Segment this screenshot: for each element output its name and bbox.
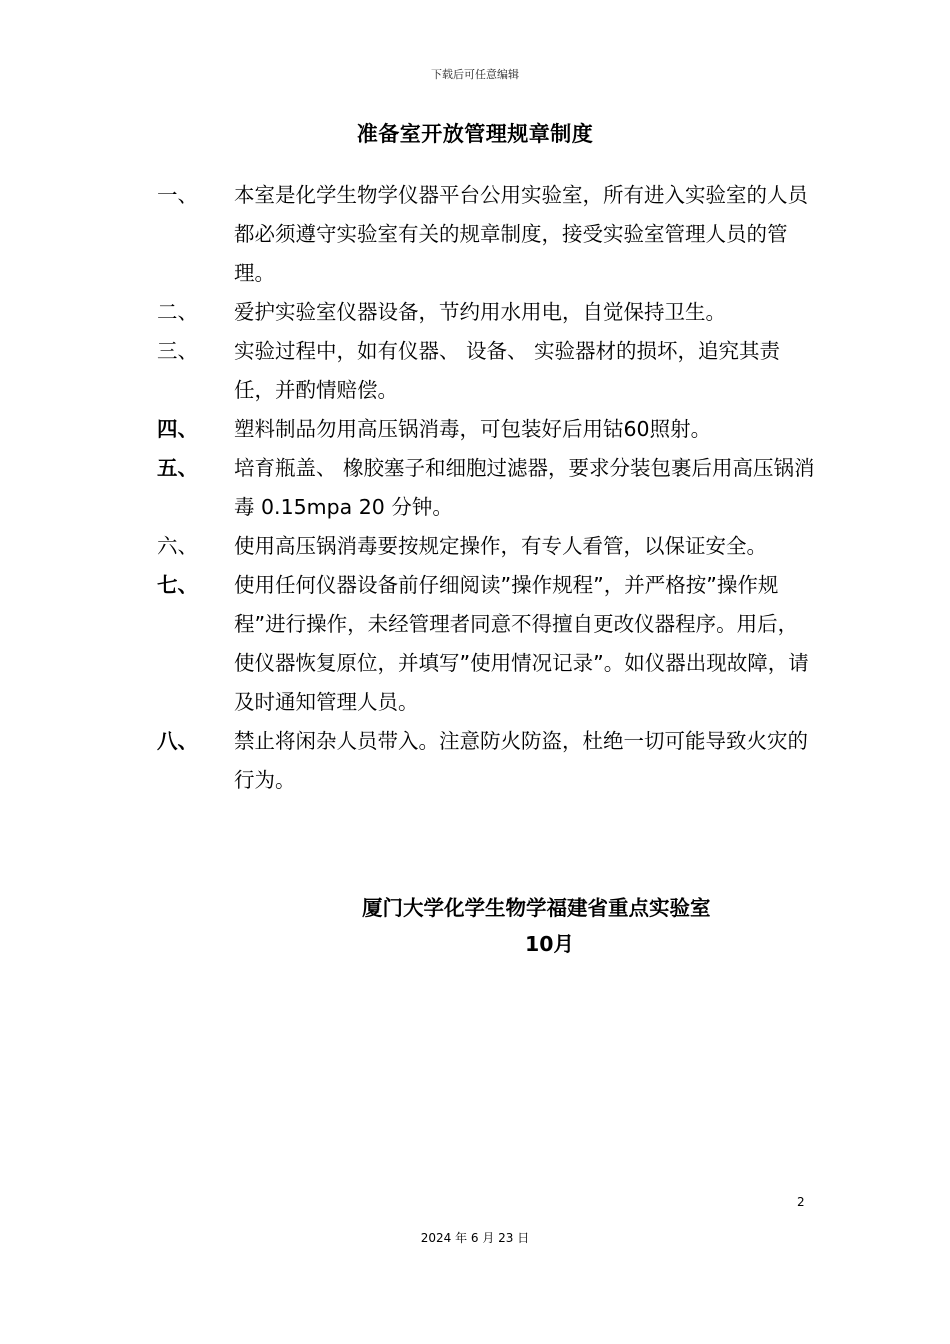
rule-item bbox=[157, 293, 817, 332]
rule-item bbox=[157, 410, 817, 449]
rule-text: 本室是化学生物学仪器平台公用实验室，所有进入实验室的人员都必须遵守实验室有关的规章制度，接受实验室管理人员的管理。 bbox=[234, 183, 808, 285]
rule-item bbox=[157, 332, 817, 410]
rule-text: 使用任何仪器设备前仔细阅读”操作规程”，并严格按”操作规程”进行操作，未经管理者同意不得擅自更改仪器程序。用后，使仪器恢复原位，并填写”使用情况记录”。如仪器出现故障，请及时通知管理人员。 bbox=[234, 573, 809, 714]
rules-list bbox=[157, 176, 817, 800]
rule-text: 使用高压锅消毒要按规定操作，有专人看管，以保证安全。 bbox=[234, 534, 767, 558]
rule-number: 六、 bbox=[157, 534, 198, 558]
signature-date: 10月 bbox=[525, 932, 575, 956]
rule-number: 二、 bbox=[157, 300, 198, 324]
header-note: 下载后可任意编辑 bbox=[431, 68, 519, 81]
rule-text: 塑料制品勿用高压锅消毒，可包装好后用钴60照射。 bbox=[234, 417, 712, 441]
rule-item bbox=[157, 449, 817, 527]
rule-item bbox=[157, 527, 817, 566]
rule-item bbox=[157, 176, 817, 293]
rule-item bbox=[157, 566, 817, 722]
rule-number: 三、 bbox=[157, 339, 198, 363]
rule-number: 八、 bbox=[157, 729, 198, 753]
rule-text: 爱护实验室仪器设备，节约用水用电，自觉保持卫生。 bbox=[234, 300, 726, 324]
footer-date: 2024 年 6 月 23 日 bbox=[420, 1231, 530, 1245]
rule-number: 七、 bbox=[157, 573, 198, 597]
document-title: 准备室开放管理规章制度 bbox=[356, 122, 594, 146]
rule-text: 实验过程中，如有仪器、 设备、 实验器材的损坏，追究其责任，并酌情赔偿。 bbox=[234, 339, 781, 402]
rule-number: 一、 bbox=[157, 183, 198, 207]
rule-number: 四、 bbox=[157, 417, 198, 441]
rule-text: 培育瓶盖、 橡胶塞子和细胞过滤器，要求分装包裹后用高压锅消毒 0.15mpa 20 分钟。 bbox=[234, 456, 815, 519]
rule-number: 五、 bbox=[157, 456, 198, 480]
rule-item bbox=[157, 722, 817, 800]
signature-organization: 厦门大学化学生物学福建省重点实验室 bbox=[362, 896, 711, 920]
page-number: 2 bbox=[797, 1195, 805, 1209]
rule-text: 禁止将闲杂人员带入。注意防火防盗，杜绝一切可能导致火灾的行为。 bbox=[234, 729, 808, 792]
